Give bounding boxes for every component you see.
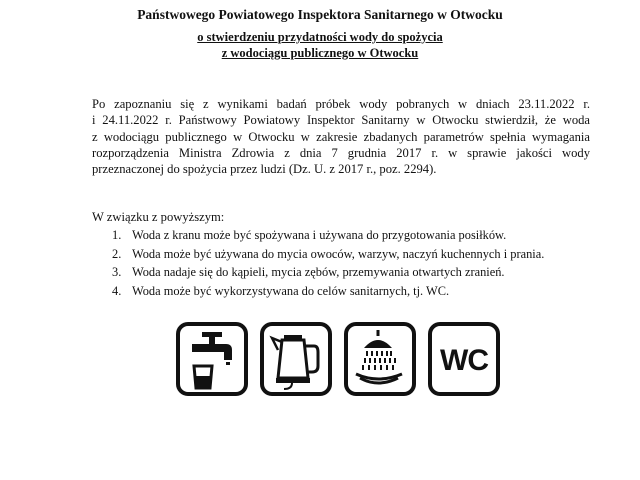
list-item: 2. Woda może być używana do mycia owoców, warzyw, naczyń kuchennych i prania. [112, 246, 545, 261]
paragraph-line: z wodociągu publicznego w Otwocku w zakresie zbadanych parametrów spełnia wymagania [92, 129, 590, 144]
list-item: 1. Woda z kranu może być spożywana i używana do przygotowania posiłków. [112, 228, 507, 242]
shower-icon [344, 322, 416, 396]
kettle-icon [260, 322, 332, 396]
list-intro: W związku z powyższym: [92, 210, 225, 224]
subject-line-2: z wodociągu publicznego w Otwocku [221, 46, 419, 60]
statement-paragraph [92, 96, 590, 177]
paragraph-line: i 24.11.2022 r. Państwowy Powiatowy Inspektor Sanitarny w Otwocku stwierdził, że woda [92, 113, 590, 128]
wc-label: WC [440, 344, 488, 377]
usage-icons [176, 322, 501, 402]
list-item: 4. Woda może być wykorzystywana do celów sanitarnych, tj. WC. [112, 283, 450, 298]
wc-icon [428, 322, 500, 396]
subject-line-1: o stwierdzeniu przydatności wody do spożycia [197, 30, 443, 44]
paragraph-line: rozporządzenia Ministra Zdrowia z dnia 7 grudnia 2017 r. w sprawie jakości wody [92, 145, 590, 160]
paragraph-line: przeznaczonej do spożycia przez ludzi (Dz. U. z 2017 r., poz. 2294). [92, 162, 437, 177]
tap-with-glass-icon [176, 322, 248, 396]
usage-list [112, 226, 544, 300]
list-item: 3. Woda nadaje się do kąpieli, mycia zębów, przemywania otwartych zranień. [112, 265, 505, 280]
paragraph-line: Po zapoznaniu się z wynikami badań próbek wody pobranych w dniach 23.11.2022 r. [92, 97, 590, 111]
authority-heading: Państwowego Powiatowego Inspektora Sanitarnego w Otwocku [137, 7, 503, 22]
